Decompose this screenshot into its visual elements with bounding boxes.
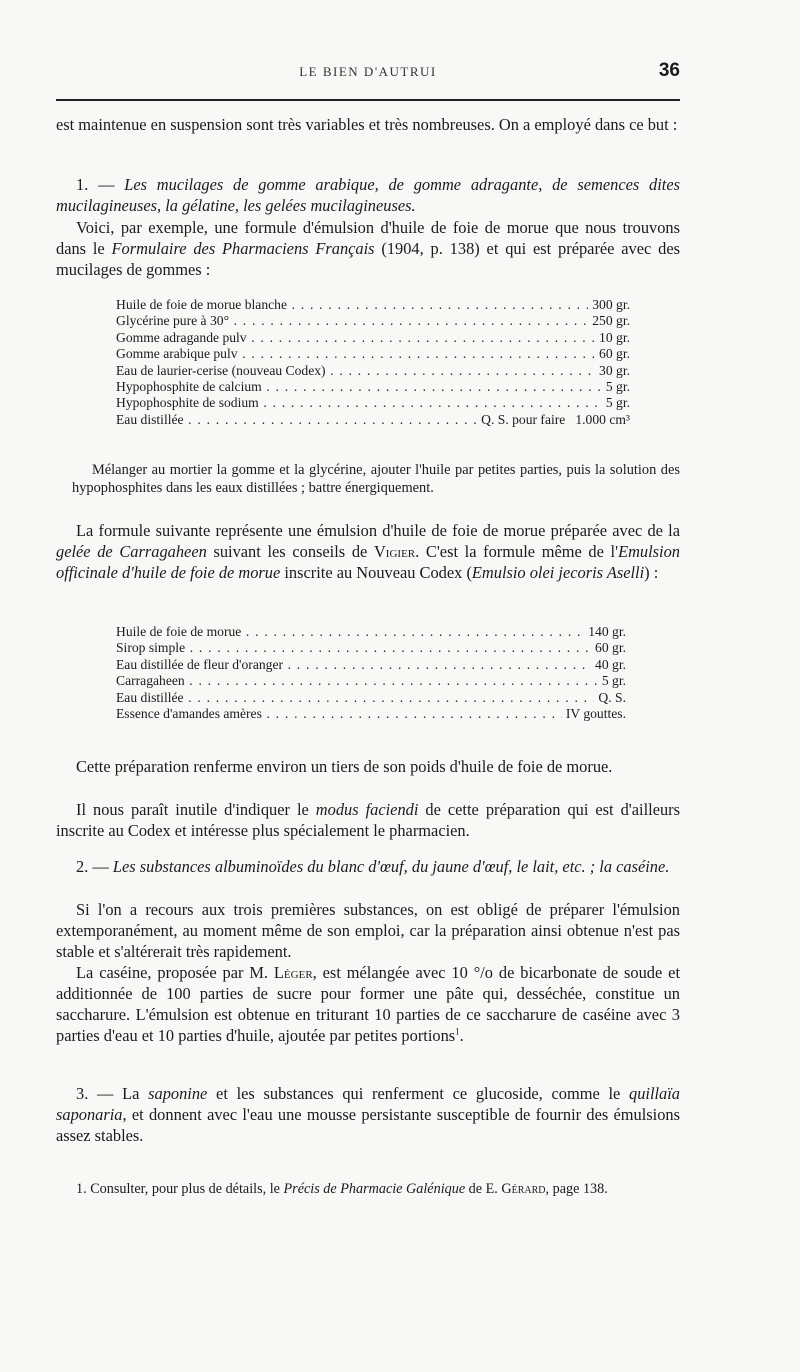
- ingredient-name: Hypophosphite de sodium . . .: [116, 395, 602, 411]
- item-1-number: 1. —: [76, 175, 125, 194]
- ingredient-quantity: IV gouttes.: [565, 706, 626, 722]
- item-2-number: 2. —: [76, 857, 113, 876]
- footnote: [56, 1180, 680, 1198]
- recipe1-row: [116, 346, 630, 362]
- formule-text-3: . C'est la formule même de l': [415, 542, 619, 561]
- saponine: saponine: [148, 1084, 208, 1103]
- recipe2-row: [116, 640, 626, 656]
- ingredient-name: Eau distillée . . .: [116, 412, 477, 428]
- ingredient-name: Huile de foie de morue blanche . . .: [116, 297, 588, 313]
- cette-text: Cette préparation renferme environ un tiers de son poids d'huile de foie de morue.: [76, 757, 613, 776]
- quantum-satis: Q. S. pour faire: [481, 411, 566, 427]
- caseine-text-3: .: [459, 1026, 464, 1045]
- recipe1-row: [116, 379, 630, 395]
- ingredient-quantity: 5 gr.: [601, 673, 626, 689]
- formule-text-1: La formule suivante représente une émulsion d'huile de foie de morue préparée avec de la: [76, 521, 680, 540]
- item-3-paragraph: [56, 1083, 680, 1146]
- gelee-carragaheen: gelée de Carragaheen: [56, 542, 207, 561]
- footnote-text-2: de E.: [465, 1181, 502, 1197]
- item-3-text-3: , et donnent avec l'eau une mousse persistante susceptible de fournir des émulsions assez stables.: [56, 1105, 680, 1145]
- intro-paragraph: [56, 114, 680, 135]
- author-leger: Léger: [273, 963, 313, 982]
- ingredient-name: Essence d'amandes amères . . .: [116, 706, 562, 722]
- ingredient-quantity: Q. S.: [598, 689, 626, 705]
- footnote-text-1: Consulter, pour plus de détails, le: [90, 1181, 284, 1197]
- formule-text-4: inscrite au Nouveau Codex (: [280, 563, 472, 582]
- ingredient-name: Sirop simple . . .: [116, 640, 591, 656]
- item-3-text-2: et les substances qui renferment ce glucoside, comme le: [207, 1084, 629, 1103]
- ingredient-quantity: 5 gr.: [605, 395, 630, 411]
- author-gerard: Gérard: [501, 1181, 546, 1197]
- item-2-text: Les substances albuminoïdes du blanc d'œuf, du jaune d'œuf, le lait, etc. ; la caséine.: [112, 857, 670, 876]
- item-1-text: Les mucilages de gomme arabique, de gomme adragante, de semences dites mucilagineuses, la gélatine, les gelées mucilagineuses.: [56, 175, 680, 215]
- recours-text: Si l'on a recours aux trois premières substances, on est obligé de préparer l'émulsion extemporanément, au moment même de son emploi, car la préparation ainsi obtenue n'est pas stable et s'altérerait très rapidement.: [56, 900, 680, 961]
- footnote-ref: 1: [455, 1026, 460, 1037]
- ingredient-name: Eau distillée de fleur d'oranger . . .: [116, 657, 591, 673]
- precis-title: Précis de Pharmacie Galénique: [283, 1181, 466, 1197]
- formule-text-5: ) :: [644, 563, 659, 582]
- voici-text-2: (1904, p. 138) et qui est préparée avec des mucilages de gommes :: [56, 239, 680, 279]
- recipe1-row: [116, 297, 630, 313]
- header-rule: [56, 99, 680, 101]
- inutile-text-2: de cette préparation qui est d'ailleurs inscrite au Codex et intéresse plus spécialement le pharmacien.: [56, 800, 680, 840]
- ingredient-quantity: 1.000 cm³: [575, 411, 630, 427]
- recipe2-row: [116, 657, 626, 673]
- formule-text-2: suivant les conseils de: [206, 542, 374, 561]
- recipe1-row: [116, 313, 630, 329]
- running-title: LE BIEN D'AUTRUI: [299, 64, 437, 79]
- instructions-text: Mélanger au mortier la gomme et la glycérine, ajouter l'huile par petites parties, puis la solution des hypophosphites dans les eaux distillées ; battre énergiquement.: [72, 462, 680, 496]
- ingredient-quantity: 5 gr.: [605, 379, 630, 395]
- voici-paragraph: [56, 217, 680, 280]
- recours-paragraph: [56, 899, 680, 962]
- caseine-text-1: La caséine, proposée par M.: [76, 963, 274, 982]
- page-number: 36: [658, 60, 680, 81]
- footnote-number: 1.: [76, 1181, 91, 1197]
- footnote-text-3: , page 138.: [545, 1181, 608, 1197]
- emulsion-officinale: Emulsion officinale d'huile de foie de morue: [56, 542, 680, 582]
- instructions-paragraph: [72, 461, 680, 497]
- ingredient-name: Huile de foie de morue . . .: [116, 624, 584, 640]
- latin-name: Emulsio olei jecoris Aselli: [471, 563, 645, 582]
- ingredient-name: Eau de laurier-cerise (nouveau Codex) . . .: [116, 363, 595, 379]
- recipe1-row: [116, 330, 630, 346]
- item-3-number: 3. —: [76, 1084, 123, 1103]
- recipe2-row: [116, 706, 626, 722]
- ingredient-name: Glycérine pure à 30° . . .: [116, 313, 588, 329]
- recipe2-row: [116, 690, 626, 706]
- modus-faciendi: modus faciendi: [315, 800, 419, 819]
- inutile-paragraph: [56, 799, 680, 841]
- ingredient-quantity: 10 gr.: [599, 329, 630, 345]
- ingredient-quantity: 60 gr.: [599, 346, 630, 362]
- recipe1-row: [116, 395, 630, 411]
- formulaire-title: Formulaire des Pharmaciens Français: [111, 239, 375, 258]
- item-3-text-1: La: [122, 1084, 149, 1103]
- author-vigier: Vigier: [373, 542, 416, 561]
- intro-text: est maintenue en suspension sont très variables et très nombreuses. On a employé dans ce but :: [56, 115, 678, 134]
- recipe-2: [116, 624, 626, 722]
- page-header: [56, 60, 680, 86]
- recipe1-row: [116, 363, 630, 379]
- ingredient-quantity: 60 gr.: [595, 640, 626, 656]
- ingredient-name: Eau distillée . . .: [116, 690, 594, 706]
- recipe1-row: [116, 412, 630, 428]
- cette-paragraph: [56, 756, 680, 777]
- formule-paragraph: [56, 520, 680, 583]
- recipe2-row: [116, 624, 626, 640]
- caseine-paragraph: [56, 962, 680, 1046]
- ingredient-quantity: 300 gr.: [592, 297, 630, 312]
- ingredient-quantity: 140 gr.: [588, 624, 626, 639]
- recipe-1: [116, 297, 630, 428]
- quillaia-saponaria: quillaïa saponaria: [56, 1084, 680, 1124]
- inutile-text-1: Il nous paraît inutile d'indiquer le: [76, 800, 316, 819]
- item-2-paragraph: [56, 856, 680, 877]
- voici-text-1: Voici, par exemple, une formule d'émulsion d'huile de foie de morue que nous trouvons dans le: [56, 218, 680, 258]
- recipe2-row: [116, 673, 626, 689]
- ingredient-quantity: 250 gr.: [592, 313, 630, 329]
- ingredient-quantity: 40 gr.: [595, 656, 626, 672]
- caseine-text-2: , est mélangée avec 10 °/o de bicarbonate de soude et additionnée de 100 parties de sucre pour former une pâte qui, desséchée, constitue un saccharure. L'émulsion est obtenue en triturant 10 parties de ce saccharure de caséine avec 3 parties d'eau et 10 parties d'huile, ajoutée par petites portions: [56, 963, 680, 1045]
- ingredient-quantity: 30 gr.: [599, 362, 630, 378]
- ingredient-name: Gomme arabique pulv . . .: [116, 346, 595, 362]
- ingredient-name: Gomme adragande pulv . . .: [116, 330, 595, 346]
- item-1-paragraph: [56, 174, 680, 216]
- ingredient-name: Carragaheen . . .: [116, 673, 598, 689]
- ingredient-name: Hypophosphite de calcium . . .: [116, 379, 602, 395]
